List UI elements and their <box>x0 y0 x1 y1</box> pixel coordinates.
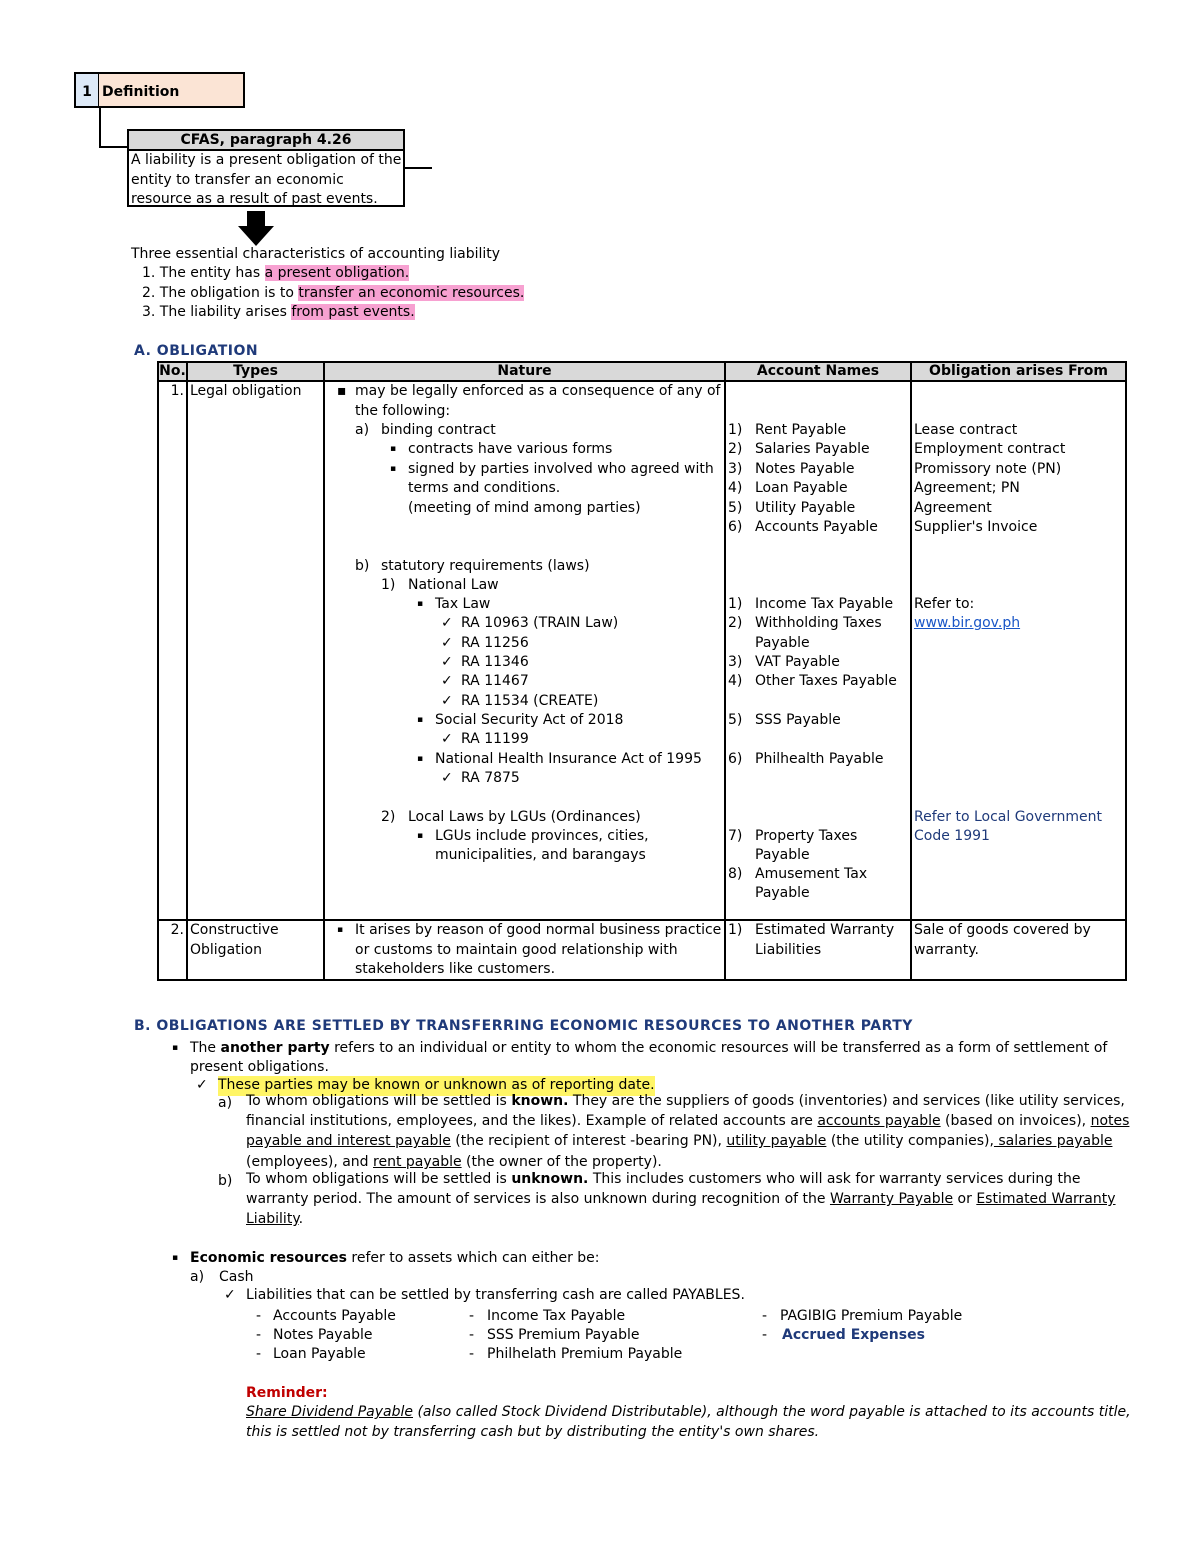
section-title: Definition <box>99 72 245 108</box>
paragraph-line <box>246 1190 1116 1210</box>
nature-text: municipalities, and barangays <box>435 847 646 863</box>
arises-from-text: Supplier's Invoice <box>914 519 1038 535</box>
account-name: Liabilities <box>755 942 822 958</box>
dash-marker: - <box>469 1346 475 1362</box>
account-number: 6) <box>728 751 743 767</box>
dash-marker: - <box>762 1327 768 1343</box>
characteristic-text: 1. The entity has <box>142 265 265 281</box>
paragraph-line: present obligations. <box>190 1059 329 1075</box>
account-name: Other Taxes Payable <box>755 673 897 689</box>
section-a-heading: A. OBLIGATION <box>134 343 259 359</box>
nature-text: or customs to maintain good relationship with <box>355 942 678 958</box>
column-header: Nature <box>324 362 725 381</box>
characteristic-item <box>142 284 524 304</box>
bullet-icon: ▪ <box>390 464 397 474</box>
nature-text: statutory requirements (laws) <box>381 558 590 574</box>
nature-text: RA 11199 <box>461 731 529 747</box>
text-span: (the owner of the property). <box>461 1154 662 1170</box>
nature-text: terms and conditions. <box>408 480 561 496</box>
paragraph-line <box>246 1112 1129 1132</box>
bullet-icon: ▪ <box>337 383 347 399</box>
characteristic-highlight: transfer an economic resources. <box>298 285 525 301</box>
account-number: 3) <box>728 654 743 670</box>
checkmark-icon: ✓ <box>441 770 453 786</box>
reminder-label: Reminder: <box>246 1385 328 1401</box>
bold-term: unknown. <box>511 1171 589 1187</box>
paragraph-line: Liabilities that can be settled by transferring cash are called PAYABLES. <box>246 1287 745 1303</box>
nature-text: National Health Insurance Act of 1995 <box>435 751 702 767</box>
account-name: Property Taxes <box>755 828 858 844</box>
table-row <box>158 381 1126 920</box>
reminder-text: this is settled not by transferring cash but by distributing the entity's own shares. <box>246 1424 820 1440</box>
characteristic-item <box>142 264 409 284</box>
nature-text: It arises by reason of good normal business practice <box>355 922 722 938</box>
arises-from-cell <box>911 920 1126 980</box>
account-number: 7) <box>728 828 743 844</box>
dash-marker: - <box>762 1308 768 1324</box>
text-span: (also called Stock Dividend Distributable), although the word payable is attached to its accounts title, <box>413 1404 1131 1420</box>
nature-text: (meeting of mind among parties) <box>408 500 641 516</box>
column-header: Obligation arises From <box>911 362 1126 381</box>
obligation-type: Legal obligation <box>187 381 324 920</box>
checkmark-icon: ✓ <box>441 615 453 631</box>
account-number: 6) <box>728 519 743 535</box>
account-term: Share Dividend Payable <box>246 1404 413 1420</box>
text-span: (the recipient of interest -bearing PN), <box>450 1133 727 1149</box>
nature-text: may be legally enforced as a consequence of any of <box>355 383 721 399</box>
text-span: To whom obligations will be settled is <box>246 1093 512 1109</box>
paragraph-line <box>246 1210 303 1230</box>
dash-marker: - <box>256 1308 262 1324</box>
arises-from-text: warranty. <box>914 941 979 958</box>
list-label: 2) <box>381 809 396 825</box>
account-number: 1) <box>728 596 743 612</box>
payable-item: Notes Payable <box>273 1327 373 1343</box>
dash-marker: - <box>256 1327 262 1343</box>
payable-item: Accounts Payable <box>273 1308 396 1324</box>
cfas-body <box>129 151 403 210</box>
nature-text: RA 11256 <box>461 635 529 651</box>
nature-text: the following: <box>355 403 451 419</box>
reminder-text <box>246 1403 1131 1423</box>
arises-from-text: Sale of goods covered by <box>914 922 1091 938</box>
list-label: a) <box>190 1269 205 1285</box>
nature-text: Local Laws by LGUs (Ordinances) <box>408 809 641 825</box>
payable-item: Income Tax Payable <box>487 1308 626 1324</box>
account-term: salaries payable <box>993 1133 1113 1149</box>
account-name: Utility Payable <box>755 500 856 516</box>
text-span: or <box>953 1191 977 1207</box>
arises-from-cell <box>911 381 1126 920</box>
text-span: To whom obligations will be settled is <box>246 1171 512 1187</box>
bullet-icon: ▪ <box>172 1043 179 1053</box>
account-number: 2) <box>728 615 743 631</box>
paragraph-line <box>246 1132 1112 1152</box>
obligation-table <box>157 361 1127 981</box>
account-name: Estimated Warranty <box>755 922 895 938</box>
column-header: No. <box>159 363 186 379</box>
bullet-icon: ▪ <box>337 925 344 935</box>
account-name: VAT Payable <box>755 654 840 670</box>
nature-text: RA 10963 (TRAIN Law) <box>461 615 619 631</box>
characteristic-text: 3. The liability arises <box>142 304 292 320</box>
account-number: 3) <box>728 461 743 477</box>
arises-from-text: Refer to: <box>914 596 975 612</box>
checkmark-icon: ✓ <box>441 693 453 709</box>
account-names-cell <box>725 381 911 920</box>
account-name: Amusement Tax <box>755 866 868 882</box>
obligation-type <box>187 920 324 980</box>
nature-text: LGUs include provinces, cities, <box>435 828 649 844</box>
table-row <box>158 920 1126 980</box>
account-term: rent payable <box>373 1154 462 1170</box>
payable-item: Loan Payable <box>273 1346 366 1362</box>
cfas-line: entity to transfer an economic <box>131 171 344 188</box>
account-term: accounts payable <box>817 1113 941 1129</box>
nature-text: Tax Law <box>435 596 491 612</box>
text-span: refers to an individual or entity to whom the economic resources will be transferred as a form of settlement of <box>329 1040 1108 1056</box>
arises-from-text: Promissory note (PN) <box>914 461 1062 477</box>
dash-marker: - <box>256 1346 262 1362</box>
account-number: 2) <box>728 441 743 457</box>
text-span: (employees), and <box>246 1154 374 1170</box>
account-name: Loan Payable <box>755 480 848 496</box>
text-span: The <box>190 1040 221 1056</box>
local-gov-reference: Code 1991 <box>914 828 990 844</box>
account-name: Salaries Payable <box>755 441 870 457</box>
bullet-icon: ▪ <box>172 1253 179 1263</box>
nature-text: RA 11346 <box>461 654 529 670</box>
account-names-cell <box>725 920 911 980</box>
cfas-line: A liability is a present obligation of the <box>131 152 402 168</box>
checkmark-icon: ✓ <box>224 1287 236 1303</box>
characteristic-highlight: from past events. <box>291 304 415 320</box>
bold-term: known. <box>511 1093 569 1109</box>
text-span: financial institutions, employees, and the likes). Example of related accounts are <box>246 1113 818 1129</box>
nature-text: signed by parties involved who agreed with <box>408 461 714 477</box>
checkmark-icon: ✓ <box>441 673 453 689</box>
paragraph-line <box>190 1249 600 1269</box>
column-header: Account Names <box>725 362 911 381</box>
account-term: payable and interest payable <box>246 1133 451 1149</box>
account-term: Estimated Warranty <box>976 1191 1116 1207</box>
account-name: Payable <box>755 885 810 901</box>
text-span: They are the suppliers of goods (inventories) and services (like utility services, <box>568 1093 1125 1109</box>
account-term: utility payable <box>726 1133 827 1149</box>
account-name: Philhealth Payable <box>755 751 884 767</box>
account-name: Payable <box>755 635 810 651</box>
checkmark-icon: ✓ <box>441 654 453 670</box>
account-number: 4) <box>728 673 743 689</box>
account-term: Liability <box>246 1211 299 1227</box>
list-label: b) <box>218 1173 233 1189</box>
list-label: a) <box>355 422 370 438</box>
list-label: b) <box>355 558 370 574</box>
account-number: 5) <box>728 500 743 516</box>
text-span: (the utility companies), <box>826 1133 994 1149</box>
characteristic-highlight: a present obligation. <box>264 265 410 281</box>
connector-line <box>99 108 101 148</box>
arises-from-text: Employment contract <box>914 441 1066 457</box>
account-name: SSS Payable <box>755 712 841 728</box>
arises-from-text: Agreement <box>914 500 992 516</box>
account-number: 5) <box>728 712 743 728</box>
characteristic-text: 2. The obligation is to <box>142 285 299 301</box>
row-number: 2. <box>158 920 187 980</box>
nature-text: binding contract <box>381 422 496 438</box>
cfas-title: CFAS, paragraph 4.26 <box>129 131 403 151</box>
text-span: . <box>298 1211 304 1227</box>
account-number: 1) <box>728 422 743 438</box>
section-number: 1 <box>74 72 100 108</box>
column-header: Types <box>187 362 324 381</box>
list-label: 1) <box>381 577 396 593</box>
account-number: 8) <box>728 866 743 882</box>
account-name: Payable <box>755 847 810 863</box>
nature-cell <box>324 920 725 980</box>
account-number: 4) <box>728 480 743 496</box>
cfas-definition-box <box>127 129 405 207</box>
account-name: Notes Payable <box>755 461 855 477</box>
obligation-type-line: Obligation <box>190 941 262 958</box>
bullet-icon: ▪ <box>417 754 424 764</box>
arises-from-text: Agreement; PN <box>914 480 1020 496</box>
section-b-heading: B. OBLIGATIONS ARE SETTLED BY TRANSFERRING ECONOMIC RESOURCES TO ANOTHER PARTY <box>134 1018 913 1034</box>
obligation-type-line: Constructive <box>190 922 279 938</box>
payable-item: Philhelath Premium Payable <box>487 1346 683 1362</box>
nature-text: contracts have various forms <box>408 441 613 457</box>
list-label: a) <box>218 1095 233 1111</box>
highlighted-note: These parties may be known or unknown as of reporting date. <box>218 1076 655 1096</box>
nature-text: RA 7875 <box>461 770 520 786</box>
bullet-icon: ▪ <box>390 444 397 454</box>
table-header-row <box>158 362 1126 381</box>
account-name: Rent Payable <box>755 422 847 438</box>
nature-text: RA 11534 (CREATE) <box>461 693 599 709</box>
account-name: Withholding Taxes <box>755 615 882 631</box>
down-arrow-icon <box>247 211 265 227</box>
nature-cell <box>324 381 725 920</box>
payable-item: PAGIBIG Premium Payable <box>780 1308 963 1324</box>
payable-item: SSS Premium Payable <box>487 1327 640 1343</box>
bullet-icon: ▪ <box>417 831 424 841</box>
nature-text: stakeholders like customers. <box>355 961 556 977</box>
characteristics-intro: Three essential characteristics of accounting liability <box>131 246 501 262</box>
checkmark-icon: ✓ <box>196 1077 208 1093</box>
bullet-icon: ▪ <box>417 599 424 609</box>
paragraph-line <box>246 1170 1081 1190</box>
connector-line <box>405 167 432 169</box>
account-name: Accounts Payable <box>755 519 878 535</box>
checkmark-icon: ✓ <box>441 731 453 747</box>
arises-from-text: Lease contract <box>914 422 1018 438</box>
connector-line <box>99 146 128 148</box>
down-arrow-icon <box>238 226 274 246</box>
text-span: (based on invoices), <box>940 1113 1091 1129</box>
cfas-line: resource as a result of past events. <box>131 191 378 207</box>
bullet-icon: ▪ <box>417 715 424 725</box>
bold-term: Economic resources <box>190 1250 347 1266</box>
dash-marker: - <box>469 1308 475 1324</box>
resource-item: Cash <box>219 1269 254 1285</box>
paragraph-line <box>246 1092 1125 1112</box>
text-span: This includes customers who will ask for warranty services during the <box>588 1171 1081 1187</box>
characteristic-item <box>142 303 415 323</box>
account-name: Income Tax Payable <box>755 596 894 612</box>
local-gov-reference: Refer to Local Government <box>914 809 1103 825</box>
accrued-expenses-item: Accrued Expenses <box>782 1327 925 1343</box>
dash-marker: - <box>469 1327 475 1343</box>
account-number: 1) <box>728 922 743 938</box>
nature-text: RA 11467 <box>461 673 529 689</box>
account-term: notes <box>1090 1113 1130 1129</box>
account-term: Warranty Payable <box>829 1191 954 1207</box>
text-span: refer to assets which can either be: <box>346 1250 600 1266</box>
bold-term: another party <box>220 1040 330 1056</box>
row-number: 1. <box>158 381 187 920</box>
bir-website-link[interactable]: www.bir.gov.ph <box>914 615 1021 631</box>
nature-text: National Law <box>408 577 499 593</box>
checkmark-icon: ✓ <box>441 635 453 651</box>
nature-text: Social Security Act of 2018 <box>435 712 624 728</box>
paragraph-line <box>190 1039 1107 1059</box>
text-span: warranty period. The amount of services is also unknown during recognition of the <box>246 1191 830 1207</box>
